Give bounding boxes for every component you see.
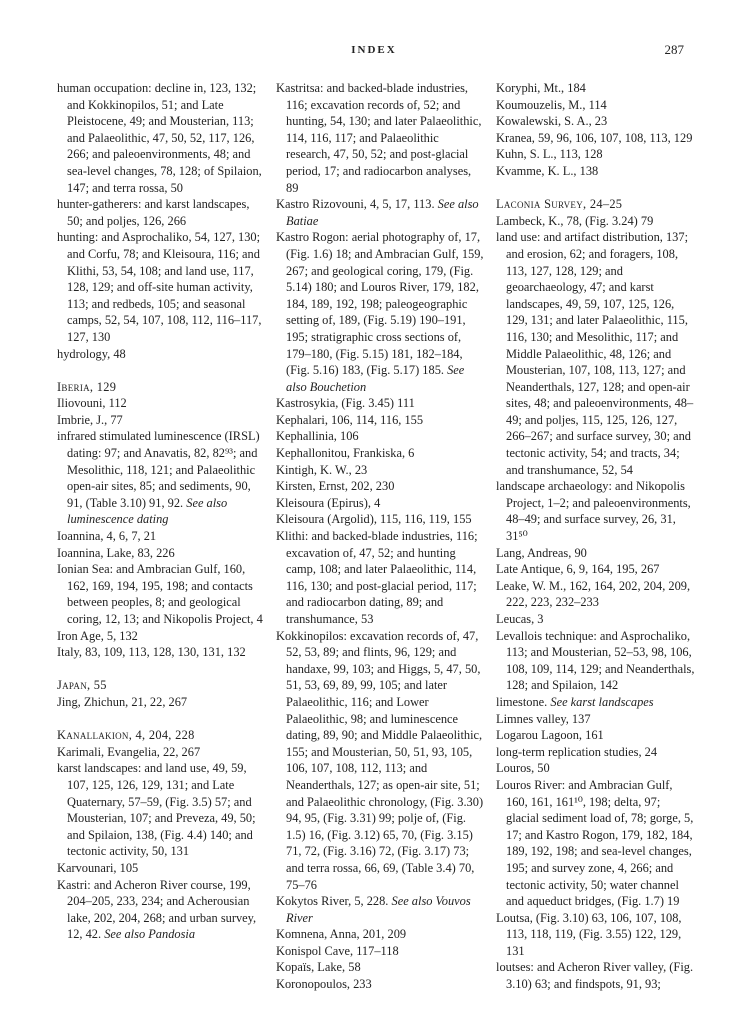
index-entry-text: Limnes valley, 137 <box>496 711 591 726</box>
index-entry-text: hunting: and Asprochaliko, 54, 127, 130; and Corfu, 78; and Kleisoura, 116; and Klithi, 53, 54, 108; and land use, 117, 128, 129; and off-site human activity, 113; and redbeds, 105; and seasonal camps, 52, 54, 107, 108, 112, 116–117, 127, 130 <box>57 230 262 344</box>
index-entry-text: Lambeck, K., 78, (Fig. 3.24) 79 <box>496 213 654 228</box>
index-entry-text: loutses: and Acheron River valley, (Fig. 3.10) 63; and findspots, 91, 93; <box>496 960 694 992</box>
index-entry-text: Kowalewski, S. A., 23 <box>496 114 608 129</box>
index-entry-text: Logarou Lagoon, 161 <box>496 728 604 743</box>
index-entry-text: Kastro Rogon: aerial photography of, 17, (Fig. 1.6) 18; and Ambracian Gulf, 159, 267; and geological coring, 179, (Fig. 5.14) 180; and Louros River, 179, 182, 184, 189, 192, 198; paleogeographic setting of, 189, (Fig. 5.19) 190–191, 195; stratigraphic cross sections of, 179–180, (Fig. 5.15) 181, 182–184, (Fig. 5.16) 183, (Fig. 5.17) 185. <box>276 230 484 378</box>
index-entry <box>57 877 265 943</box>
index-entry <box>496 711 696 728</box>
index-entry-text: Kephalari, 106, 114, 116, 155 <box>276 412 424 427</box>
index-entry-text: Koumouzelis, M., 114 <box>496 97 607 112</box>
see-also-reference: See also luminescence dating <box>67 495 228 527</box>
index-entry-text: Kastri: and Acheron River course, 199, 204–205, 233, 234; and Acherousian lake, 202, 204, 268; and urban survey, 12, 42. <box>57 877 257 942</box>
index-entry <box>57 628 265 645</box>
index-entry <box>496 727 696 744</box>
index-entry-text: Iberia, 129 <box>57 379 117 394</box>
index-entry-text: Kokkinopilos: excavation records of, 47, 52, 53, 89; and flints, 96, 129; and handaxe, 99, 103; and Higgs, 5, 47, 50, 51, 53, 69, 89, 99, 105; and later Palaeolithic, 116; and Lower Palaeolithic, 98; and luminescence dating, 89, 90; and Middle Palaeolithic, 155; and Mousterian, 50, 51, 93, 105, 106, 107, 108, 112, 113; and Neanderthals, 127; as open-air site, 51; and Palaeolithic chronology, (Fig. 3.30) 94, 95, (Fig. 3.31) 99; polje of, (Fig. 1.5) 16, (Fig. 3.12) 65, 70, (Fig. 3.15) 71, 72, (Fig. 3.16) 72, (Fig. 3.17) 73; and terra rossa, 66, 69, (Table 3.4) 70, 75–76 <box>276 628 484 892</box>
index-entry-text: Kopaïs, Lake, 58 <box>276 960 361 975</box>
index-entry-text: Jing, Zhichun, 21, 22, 267 <box>57 694 188 709</box>
index-entry-text: Kastrosykia, (Fig. 3.45) 111 <box>276 396 415 411</box>
index-entry <box>57 644 265 661</box>
index-entry-text: Klithi: and backed-blade industries, 116; excavation of, 47, 52; and hunting camp, 108; and later Palaeolithic, 114, 116, 130; and post-glacial period, 117; and radiocarbon dating, 89; and transhumance, 53 <box>276 529 478 626</box>
index-entry-text: Kleisoura (Argolid), 115, 116, 119, 155 <box>276 512 472 527</box>
index-entry <box>57 561 265 627</box>
index-entry <box>57 727 265 744</box>
index-entry-text: Koronopoulos, 233 <box>276 977 372 992</box>
index-entry-text: Kvamme, K. L., 138 <box>496 163 599 178</box>
index-entry-text: landscape archaeology: and Nikopolis Project, 1–2; and paleoenvironments, 48–49; and surface survey, 26, 31, 31⁵⁰ <box>496 479 691 544</box>
index-entry <box>276 959 484 976</box>
index-column-2 <box>276 80 484 993</box>
index-entry-text: Iliovouni, 112 <box>57 396 127 411</box>
index-entry-text: Louros River: and Ambracian Gulf, 160, 161, 161¹⁰, 198; delta, 97; glacial sediment load of, 78; gorge, 5, 17; and Kastro Rogon, 179, 182, 184, 189, 192, 198; and sea-level changes, 195; and survey zone, 4, 266; and tectonic activity, 50; water channel and aqueduct bridges, (Fig. 1.7) 19 <box>496 777 694 909</box>
index-entry <box>496 959 696 992</box>
index-entry-text: Louros, 50 <box>496 761 550 776</box>
index-entry-text: infrared stimulated luminescence (IRSL) dating: 97; and Anavatis, 82, 82⁹³; and Mesolithic, 118, 121; and Palaeolithic open-air sites, 85; and sediments, 90, 91, (Table 3.10) 91, 92. <box>57 429 260 510</box>
index-entry <box>57 545 265 562</box>
index-entry <box>496 130 696 147</box>
index-entry-text: limestone. <box>496 694 548 709</box>
index-entry <box>276 478 484 495</box>
index-entry-text: Kephallinia, 106 <box>276 429 359 444</box>
index-entry <box>57 694 265 711</box>
index-entry-text: Lang, Andreas, 90 <box>496 545 587 560</box>
index-entry-text: Kastritsa: and backed-blade industries, 116; excavation records of, 52; and hunting, 54, 130; and later Palaeolithic, 114, 116, 117; and Palaeolithic research, 47, 50, 52; and post-glacial period, 17; and radiocarbon analyses, 89 <box>276 81 482 195</box>
index-entry <box>496 478 696 544</box>
index-entry <box>276 528 484 628</box>
index-entry <box>276 462 484 479</box>
index-entry-text: land use: and artifact distribution, 137; and erosion, 62; and foragers, 108, 113, 127, 128, 129; and geoarchaeology, 47; and karst landscapes, 49, 59, 107, 125, 126, 129, 131; and later Palaeolithic, 115, 116, 130; and Mesolithic, 117; and Middle Palaeolithic, 48, 126; and Mousterian, 107, 108, 113, 127; and Neanderthals, 127, 128; and open-air sites, 48; and paleoenvironments, 48–49; and poljes, 115, 125, 126, 127, 266–267; and surface survey, 30; and tectonic activity, 54; and tracts, 34; and transhumance, 52, 54 <box>496 230 694 477</box>
index-entry-text: Karimali, Evangelia, 22, 267 <box>57 744 201 759</box>
index-entry <box>57 860 265 877</box>
index-entry-text: Ioannina, 4, 6, 7, 21 <box>57 529 157 544</box>
index-entry <box>57 229 265 345</box>
index-entry <box>276 196 484 229</box>
index-entry-text: Koryphi, Mt., 184 <box>496 81 586 95</box>
index-entry <box>496 163 696 180</box>
index-entry-text: Kintigh, K. W., 23 <box>276 462 368 477</box>
running-head-title: INDEX <box>351 44 397 56</box>
index-entry <box>496 760 696 777</box>
index-entry-text: Karvounari, 105 <box>57 860 139 875</box>
index-entry <box>276 445 484 462</box>
index-entry <box>57 677 265 694</box>
index-entry <box>496 777 696 910</box>
index-entry <box>57 412 265 429</box>
index-entry <box>276 511 484 528</box>
index-entry-text: Leucas, 3 <box>496 612 544 626</box>
index-entry-text: Leake, W. M., 162, 164, 202, 204, 209, 222, 223, 232–233 <box>496 578 691 610</box>
index-entry <box>496 628 696 694</box>
see-also-reference: See also Vouvos River <box>286 894 471 925</box>
index-entry <box>276 926 484 943</box>
index-entry <box>496 611 696 628</box>
index-entry <box>57 80 265 196</box>
index-entry-text: karst landscapes: and land use, 49, 59, 107, 125, 126, 129, 131; and Late Quaternary, 57–59, (Fig. 3.5) 57; and Mousterian, 107; and Preveza, 49, 50; and Spilaion, 138, (Fig. 4.4) 140; and tectonic activity, 50, 131 <box>57 761 256 859</box>
index-entry <box>496 80 696 97</box>
index-entry <box>276 80 484 196</box>
index-entry <box>496 578 696 611</box>
index-entry <box>57 428 265 528</box>
section-gap <box>57 362 265 379</box>
index-entry-text: Kuhn, S. L., 113, 128 <box>496 147 603 162</box>
index-entry-text: Komnena, Anna, 201, 209 <box>276 927 407 942</box>
index-entry <box>57 760 265 860</box>
index-entry <box>57 528 265 545</box>
index-entry <box>496 213 696 230</box>
see-also-reference: See also Batiae <box>286 197 479 228</box>
index-entry <box>496 229 696 478</box>
index-entry <box>496 196 696 213</box>
see-also-reference: See karst landscapes <box>550 694 654 709</box>
index-entry-text: Ioannina, Lake, 83, 226 <box>57 545 175 560</box>
index-entry-text: hydrology, 48 <box>57 346 126 361</box>
index-entry-text: Italy, 83, 109, 113, 128, 130, 131, 132 <box>57 645 246 660</box>
index-entry <box>276 229 484 395</box>
index-entry <box>496 910 696 960</box>
index-entry-text: Ionian Sea: and Ambracian Gulf, 160, 162, 169, 194, 195, 198; and contacts between peoples, 8; and geological coring, 12, 13; and Nikopolis Project, 4 <box>57 562 263 626</box>
index-entry-text: Late Antique, 6, 9, 164, 195, 267 <box>496 562 660 577</box>
index-entry <box>276 395 484 412</box>
index-entry <box>57 196 265 229</box>
index-entry <box>496 744 696 761</box>
index-entry <box>57 346 265 363</box>
index-entry-text: Japan, 55 <box>57 678 107 693</box>
index-entry-text: Kastro Rizovouni, 4, 5, 17, 113. <box>276 197 435 212</box>
index-entry-text: hunter-gatherers: and karst landscapes, 50; and poljes, 126, 266 <box>57 197 250 228</box>
index-entry-text: Iron Age, 5, 132 <box>57 628 138 643</box>
index-entry <box>276 893 484 926</box>
section-gap <box>496 180 696 197</box>
index-entry <box>496 545 696 562</box>
index-entry <box>276 495 484 512</box>
index-entry <box>57 379 265 396</box>
index-entry <box>276 628 484 894</box>
index-entry <box>276 976 484 993</box>
index-entry <box>57 744 265 761</box>
index-entry-text: Laconia Survey, 24–25 <box>496 197 623 212</box>
index-entry <box>496 113 696 130</box>
index-entry-text: Kleisoura (Epirus), 4 <box>276 495 381 510</box>
see-also-reference: See also Pandosia <box>104 927 196 942</box>
index-entry <box>496 146 696 163</box>
index-column-3 <box>496 80 696 993</box>
index-entry-text: Imbrie, J., 77 <box>57 412 123 427</box>
index-entry-text: Konispol Cave, 117–118 <box>276 943 399 958</box>
index-entry <box>276 428 484 445</box>
page-number: 287 <box>664 42 684 57</box>
index-entry-text: human occupation: decline in, 123, 132; and Kokkinopilos, 51; and Late Pleistocene, 49; and Mousterian, 113; and Palaeolithic, 47, 50, 52, 117, 126, 266; and paleoenvironments, 48; and sea-level changes, 78, 128; of Spilaion, 147; and terra rossa, 50 <box>57 81 262 195</box>
index-entry <box>276 412 484 429</box>
index-entry <box>57 395 265 412</box>
index-entry <box>496 694 696 711</box>
index-entry-text: Kokytos River, 5, 228. <box>276 894 389 909</box>
index-entry-text: Kephallonitou, Frankiska, 6 <box>276 446 415 461</box>
index-entry-text: Levallois technique: and Asprochaliko, 113; and Mousterian, 52–53, 98, 106, 108, 109, 114, 129; and Neanderthals, 128; and Spilaion, 142 <box>496 628 695 693</box>
section-gap <box>57 661 265 678</box>
index-column-1 <box>57 80 265 943</box>
index-entry-text: long-term replication studies, 24 <box>496 744 658 759</box>
index-entry-text: Loutsa, (Fig. 3.10) 63, 106, 107, 108, 113, 118, 119, (Fig. 3.55) 122, 129, 131 <box>496 910 682 958</box>
index-entry-text: Kanallakion, 4, 204, 228 <box>57 728 195 743</box>
index-entry <box>496 97 696 114</box>
section-gap <box>57 711 265 728</box>
index-entry <box>276 943 484 960</box>
index-entry <box>496 561 696 578</box>
index-entry-text: Kirsten, Ernst, 202, 230 <box>276 479 395 494</box>
see-also-reference: See also Bouchetion <box>286 363 465 394</box>
index-entry-text: Kranea, 59, 96, 106, 107, 108, 113, 129 <box>496 130 693 145</box>
